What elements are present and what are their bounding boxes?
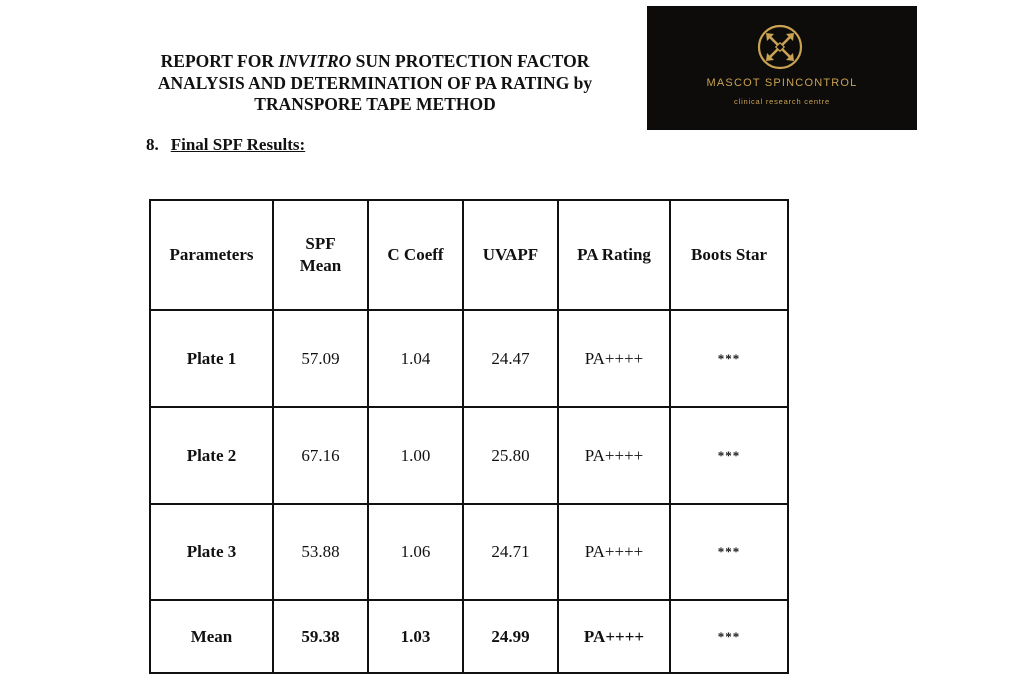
cell-pa-rating: PA++++ — [558, 600, 670, 673]
report-title-prefix: REPORT FOR — [160, 51, 279, 71]
cell-c-coeff: 1.06 — [368, 504, 463, 600]
compass-arrows-icon — [757, 24, 803, 70]
cell-c-coeff: 1.00 — [368, 407, 463, 504]
table-header-row — [150, 200, 788, 310]
cell-uvapf: 25.80 — [463, 407, 558, 504]
header-uvapf: UVAPF — [463, 200, 558, 310]
logo-subtitle: clinical research centre — [734, 97, 830, 106]
cell-pa-rating: PA++++ — [558, 504, 670, 600]
table-row — [150, 504, 788, 600]
header-c-coeff: C Coeff — [368, 200, 463, 310]
header-spf-mean — [273, 200, 368, 310]
cell-spf-mean: 53.88 — [273, 504, 368, 600]
cell-uvapf: 24.71 — [463, 504, 558, 600]
header-spf-mean-line-2: Mean — [299, 256, 342, 275]
cell-parameter: Plate 3 — [150, 504, 273, 600]
cell-pa-rating: PA++++ — [558, 407, 670, 504]
cell-parameter: Plate 1 — [150, 310, 273, 407]
cell-boots-star: *** — [670, 310, 788, 407]
cell-boots-star: *** — [670, 600, 788, 673]
header-spf-mean-line-1: SPF — [305, 234, 336, 253]
cell-uvapf: 24.99 — [463, 600, 558, 673]
section-number: 8. — [146, 135, 159, 154]
table-row — [150, 310, 788, 407]
report-title-line-1 — [120, 51, 630, 73]
report-title — [120, 51, 630, 116]
report-title-italic: INVITRO — [278, 51, 352, 71]
cell-spf-mean: 67.16 — [273, 407, 368, 504]
header-parameters: Parameters — [150, 200, 273, 310]
cell-uvapf: 24.47 — [463, 310, 558, 407]
cell-spf-mean: 59.38 — [273, 600, 368, 673]
report-title-line-2: ANALYSIS AND DETERMINATION OF PA RATING by — [157, 72, 593, 93]
cell-boots-star: *** — [670, 407, 788, 504]
spf-results-table — [149, 199, 789, 674]
report-title-line-3: TRANSPORE TAPE METHOD — [254, 94, 496, 114]
header-pa-rating: PA Rating — [558, 200, 670, 310]
report-title-suffix: SUN PROTECTION FACTOR — [351, 51, 590, 71]
table-row-mean — [150, 600, 788, 673]
cell-parameter: Mean — [150, 600, 273, 673]
section-heading — [146, 135, 305, 155]
table-row — [150, 407, 788, 504]
cell-c-coeff: 1.04 — [368, 310, 463, 407]
cell-c-coeff: 1.03 — [368, 600, 463, 673]
cell-spf-mean: 57.09 — [273, 310, 368, 407]
header-boots-star: Boots Star — [670, 200, 788, 310]
cell-boots-star: *** — [670, 504, 788, 600]
logo-name: MASCOT SPINCONTROL — [706, 77, 858, 89]
section-title: Final SPF Results: — [170, 135, 306, 154]
cell-pa-rating: PA++++ — [558, 310, 670, 407]
company-logo — [647, 6, 917, 130]
cell-parameter: Plate 2 — [150, 407, 273, 504]
